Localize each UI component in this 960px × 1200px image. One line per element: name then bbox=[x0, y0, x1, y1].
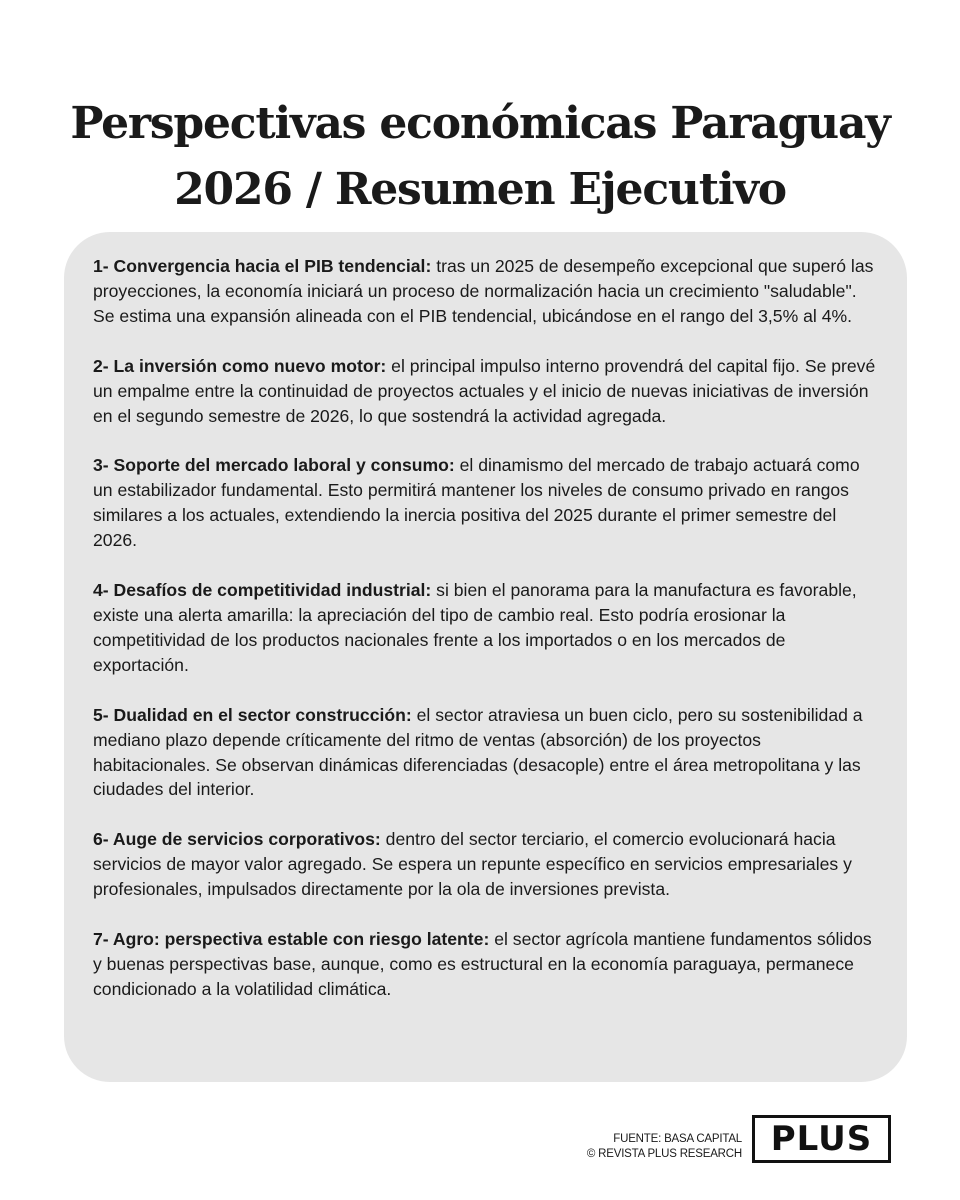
summary-card bbox=[64, 232, 907, 1082]
source-text: FUENTE: BASA CAPITAL bbox=[613, 1133, 742, 1145]
summary-item-body: tras un 2025 de desempeño excepcional que superó las proyecciones, la economía iniciará un proceso de normalización hacia un crecimiento "saludable". Se estima una expansión alineada con el PIB tendencial, ubicándose en el rango del 3,5% al 4%. bbox=[93, 256, 874, 326]
summary-item-body: si bien el panorama para la manufactura es favorable, existe una alerta amarilla: la apreciación del tipo de cambio real. Esto podría erosionar la competitividad de los productos nacionales frente a los importados o en los mercados de exportación. bbox=[93, 580, 857, 675]
page-title bbox=[0, 91, 960, 223]
summary-item-heading: 7- Agro: perspectiva estable con riesgo latente: bbox=[93, 929, 490, 950]
source-credit bbox=[560, 1132, 742, 1162]
summary-item-heading: 6- Auge de servicios corporativos: bbox=[93, 829, 381, 850]
page-title-line-1: Perspectivas económicas Paraguay bbox=[70, 98, 890, 150]
summary-item-4 bbox=[93, 578, 879, 678]
plus-logo: PLUS bbox=[752, 1115, 891, 1163]
summary-item-3 bbox=[93, 453, 879, 553]
summary-item-heading: 3- Soporte del mercado laboral y consumo: bbox=[93, 455, 455, 476]
summary-item-5 bbox=[93, 703, 879, 803]
summary-item-body: dentro del sector terciario, el comercio evolucionará hacia servicios de mayor valor agregado. Se espera un repunte específico en servicios empresariales y profesionales, impulsados directamente por la ola de inversiones prevista. bbox=[93, 829, 852, 900]
page-title-line-2: 2026 / Resumen Ejecutivo bbox=[174, 164, 786, 216]
summary-item-heading: 5- Dualidad en el sector construcción: bbox=[93, 704, 412, 725]
summary-item-6 bbox=[93, 827, 879, 902]
summary-item-body: el dinamismo del mercado de trabajo actuará como un estabilizador fundamental. Esto permitirá mantener los niveles de consumo privado en rangos similares a los actuales, extendiendo la inercia positiva del 2025 durante el primer semestre del 2026. bbox=[93, 455, 860, 551]
summary-item-heading: 1- Convergencia hacia el PIB tendencial: bbox=[93, 256, 432, 276]
summary-item-heading: 2- La inversión como nuevo motor: bbox=[93, 355, 387, 376]
summary-item-body: el principal impulso interno provendrá del capital fijo. Se prevé un empalme entre la continuidad de proyectos actuales y el inicio de nuevas iniciativas de inversión en el segundo semestre de 2026, lo que sostendrá la actividad agregada. bbox=[93, 355, 876, 426]
summary-item-7 bbox=[93, 927, 879, 1002]
summary-item-heading: 4- Desafíos de competitividad industrial: bbox=[93, 580, 432, 601]
summary-item-body: el sector atraviesa un buen ciclo, pero su sostenibilidad a mediano plazo depende críticamente del ritmo de ventas (absorción) de los proyectos habitacionales. Se observan dinámicas diferenciadas (desacople) entre el área metropolitana y las ciudades del interior. bbox=[93, 704, 863, 800]
copyright-text: © REVISTA PLUS RESEARCH bbox=[586, 1148, 742, 1160]
summary-item-1 bbox=[93, 254, 879, 329]
summary-item-2 bbox=[93, 354, 879, 429]
summary-item-body: el sector agrícola mantiene fundamentos sólidos y buenas perspectivas base, aunque, como es estructural en la economía paraguaya, permanece condicionado a la volatilidad climática. bbox=[93, 929, 872, 999]
